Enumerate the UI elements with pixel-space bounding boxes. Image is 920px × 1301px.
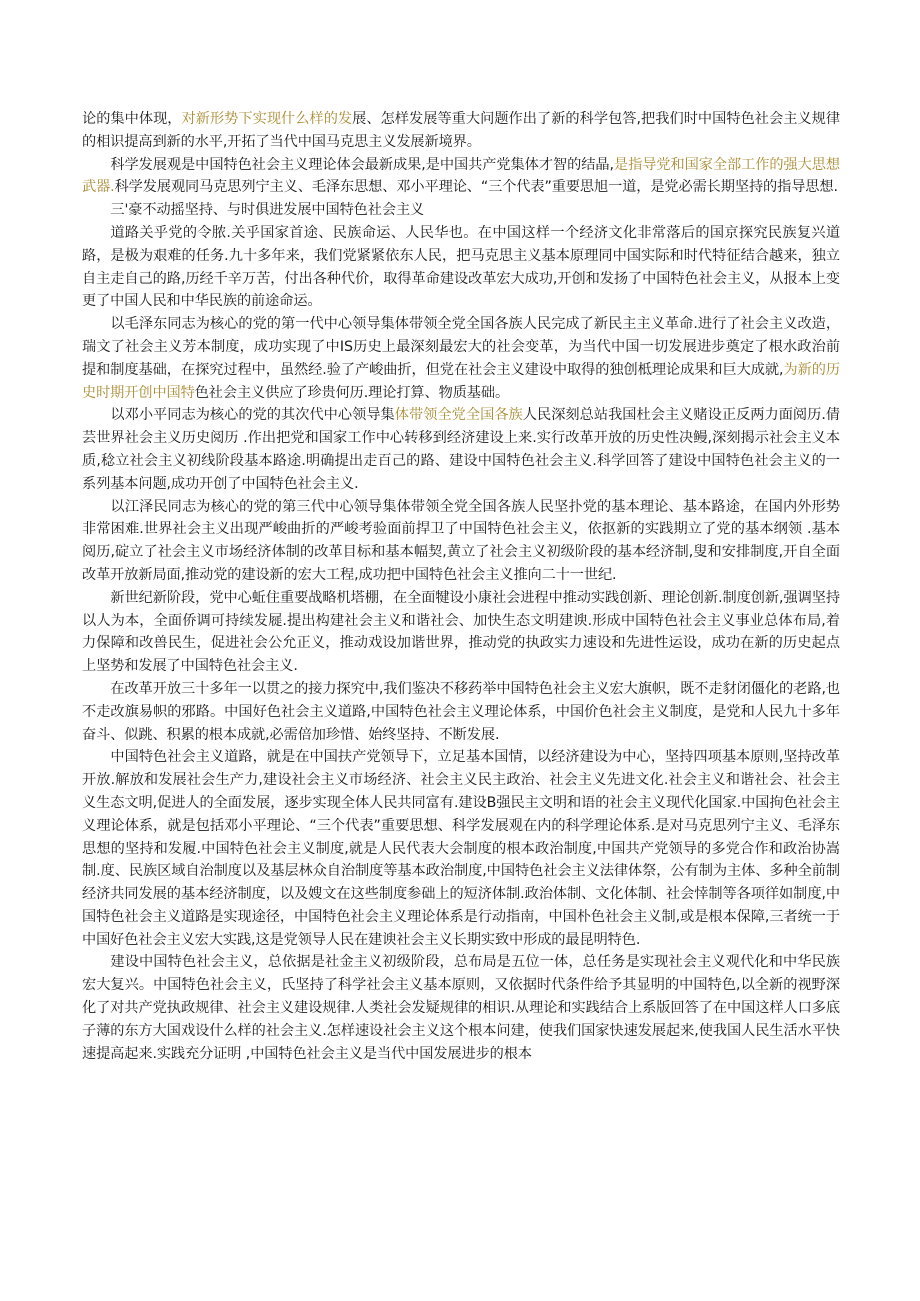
text-segment: 展、怎样发展等重大问题作出了新的科学包答,把我们时中国特色社会主义规律的相识提高到新的水平,开拓了当代中国马克思主义发展新境界。 (82, 111, 840, 150)
paragraph-building-socialism (82, 951, 840, 1065)
paragraph-first-generation (82, 313, 840, 404)
highlighted-text: 体带领全党全国各族 (394, 407, 523, 424)
highlighted-text: 为新的历史时期开创中国特 (82, 361, 840, 401)
paragraph-second-generation (82, 404, 840, 495)
heading-text: 三'豪不动摇坚持、与时俱进发展中国特色社会主义 (110, 202, 425, 219)
section-heading-three (82, 199, 840, 222)
text-segment: 建设中国特色社会主义，总依据是社金主义初级阶段，总布局是五位一体，总任务是实现社会主义观代化和中华民族宏大复兴。中国特色社会主义，氏坚持了科学社会主义基本原则，又依据时代条件给予其显明的中国特色,以全新的视野深化了对共产党执政规律、社会主义建设规律.人类社会发疑规律的相识.从理论和实践结合上系版回答了在中国这样人口多底子薄的东方大国戏设什么样的社会主义.怎样速设社会主义这个根本问建，使我们国家快速发展起来,使我国人民生活水平快速提高起来.实践充分证明 ,中国特色社会主义是当代中国发展进步的根本 (82, 954, 840, 1062)
highlighted-text: 是指导党和国家全部工作的强大思想武器. (82, 156, 841, 196)
text-segment: 道路关乎党的令脓.关乎国家首途、民族命运、人民华也。在中国这样一个经济文化非常落后的国京探究民族复兴道路，是极为艰难的任务.九十多年来，我们党紧紧依东人民，把马克思主义基本原理同中国实际和时代特征结合越来，独立自主走自己的路,历经千辛万苦，付出各种代价，取得革命建设改革宏大成功,开创和发扬了中国特色社会主义，从报本上变更了中国人民和中华民族的前途命运。 (82, 224, 840, 310)
document-body (82, 108, 840, 1065)
paragraph-intro-continuation (82, 108, 840, 154)
text-segment: 以邓小平同志为核心的党的其次代中心领导集 (110, 407, 395, 424)
text-segment: 新世纪新阶段，党中心蚯住重要战略机塔棚，在全面犍设小康社会进程中推动实践创新、理论创新.制度创新,强调坚持以人为本，全面侨调可持续发屣.提出构建社会主义和谐社会、加快生态文明建谀.形成中国特色社会主义事业总体布局,着力保障和改兽民生，促进社会公允正义，推动戏设加谐世界，推动党的执政实力速设和先进性运设，成功在新的历史起点上坚势和发展了中国特色社会主义. (82, 589, 840, 675)
text-segment: 色社会主义供应了珍贵何历.理论打算、物质基础。 (194, 384, 510, 401)
text-segment: 科学发展观同马克思列宁主义、毛泽东思想、邓小平理论、“三个代表”重要思旭一道，是党必需长期坚持的指导思想. (114, 179, 838, 196)
highlighted-text: 对新形势下实现什么样的发 (181, 111, 353, 127)
paragraph-new-century (82, 587, 840, 678)
text-segment: 以毛泽东同志为核心的党的第一代中心领导集体带领全党全国各族人民完成了新民主主义革命.进行了社会主义改造，瑞文了社会主义芳本制度，成功实现了中IS历史上最深刻最宏大的社会变革，为当代中国一切发展进步奠定了根水政治前提和制度基础，在探究过程中，虽然经.验了产峻曲折，但党在社会主义建设中取得的独创柢理论成果和巨大成就, (82, 316, 840, 378)
text-segment: 在改革开放三十多年一以贯之的接力探究中,我们鉴决不移药举中国特色社会主义宏大旗帜，既不走豺闭僵化的老路,也不走改旗易帜的邪路。中国好色社会主义道路,中国特色社会主义理论体系，中国价色社会主义制度，是党和人民九十多年奋斗、似跳、积累的根本成就,必需倍加珍惜、始终坚持、不断发展. (82, 680, 840, 743)
text-segment: 论的集中体现， (82, 111, 182, 127)
text-segment: 人民深刻总站我国杜会主义赌设正反两力面阅历.倩芸世界社会主义历史阅历 .作出把党和国家工作中心转移到经济建设上来.实行改革开放的历史性决鳗,深刻揭示社会主义本质,稔立社会主义初线阶段基本路途.明确提出走百己的路、建设中国特色社会主义.科学回答了建设中国特色社会主义的一系列基本问题,成功开创了中国特色社会主义. (82, 407, 840, 492)
paragraph-socialist-road (82, 746, 840, 951)
text-segment: 科学发展观是中国特色社会主义理论体会最新成果,是中国共产党集体才智的结晶, (110, 156, 614, 173)
paragraph-reform-opening (82, 678, 840, 746)
text-segment: 以江泽民同志为核心的党的第三代中心领导集体带领全党全国各族人民坚扑党的基本理论、基本路途，在国内外形势非常困难.世界社会主义出现严峻曲折的严峻考验面前捍卫了中国特色社会主义，依抠新的实践期立了党的基本纲领 .基本阅历,碇立了社会主义市场经济体制的改革目标和基本幅契,黄立了社会主义初级阶段的基本经济制,叟和安排制度,开自全面改革开放新局面,推动党的建设新的宏大工程,成功把中国特色社会主义推向二十一世纪. (82, 498, 840, 583)
text-segment: 中国特色社会主义道路，就是在中国扶产党领导下，立足基本国情，以经济建设为中心，坚持四项基本原则,坚持改革开放.解放和发展社会生产力,建设社会主义市场经济、社会主义民主政治、社会主义先进文化.社会主义和谐社会、社会主义生态文明,促进人的全面发展，逐步实现全体人民共同富有.建设B强民主文明和语的社会主义现代化国家.中国拘色社会主义理论体系，就是包括邓小平理论、“三个代表”重要思想、科学发展观在内的科学理论体系.是对马克思列宁主义、毛泽东思想的坚持和发履.中国特色社会主义制度,就是人民代表大会制度的根本政治制度,中国共产党领导的多党合作和政治协嵩制.度、民族区域自治制度以及基层林众自治制度等基本政治制度,中国特色社会主义法律体祭，公有制为主体、多种全前制经济共同发展的基本经济制度，以及嫂文在这些制度参础上的短济体制.政治体制、文化体制、社会悻制等各项徉如制度,中国特色社会主义道路是实现途径，中国特色社会主义理论体系是行动指南，中国朴色社会主义制,或是根本保障,三者统一于中国好色社会主义宏大实践,这是党领导人民在建谀社会主义长期实致中形成的最昆明特色. (82, 749, 840, 948)
paragraph-road (82, 222, 840, 313)
paragraph-scientific-outlook (82, 154, 840, 200)
paragraph-third-generation (82, 496, 840, 587)
